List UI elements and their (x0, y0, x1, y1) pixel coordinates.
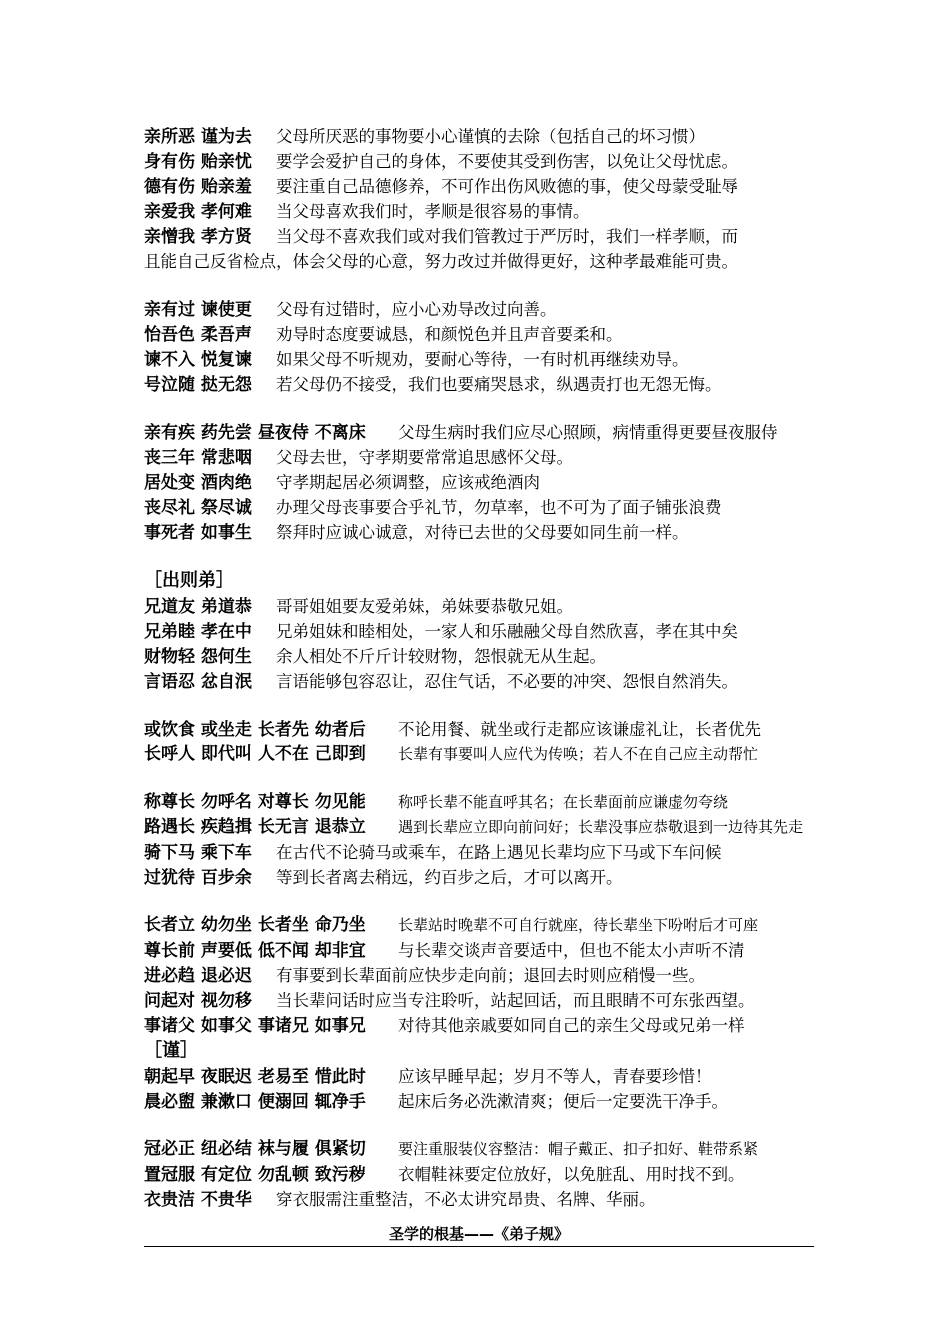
section-gap (144, 890, 814, 913)
explanation-text: 在古代不论骑马或乘车，在路上遇见长辈均应下马或下车问候 (276, 843, 722, 862)
verse-text: 兄道友 弟道恭 (144, 597, 252, 617)
verse-line (144, 372, 814, 397)
verse-text: 问起对 视勿移 (144, 991, 252, 1011)
page-footer: 圣学的根基——《弟子规》 (388, 1225, 569, 1243)
verse-text: 德有伤 贻亲羞 (144, 177, 252, 197)
explanation-text: 衣帽鞋袜要定位放好，以免脏乱、用时找不到。 (398, 1165, 745, 1184)
verse-line (144, 1187, 814, 1212)
verse-text: 号泣随 挞无怨 (144, 375, 252, 395)
explanation-text: 父母所厌恶的事物要小心谨慎的去除（包括自己的坏习惯） (276, 127, 705, 146)
verse-text: 路遇长 疾趋揖 长无言 退恭立 (144, 817, 366, 837)
explanation-text: 父母生病时我们应尽心照顾，病情重得更要昼夜服侍 (398, 423, 778, 442)
footer-rule (144, 1246, 814, 1247)
verse-line (144, 1013, 814, 1038)
section-gap (144, 1114, 814, 1137)
verse-text: 事诸父 如事父 事诸兄 如事兄 (144, 1016, 366, 1036)
explanation-text: 言语能够包容忍让，忍住气话，不必要的冲突、怨恨自然消失。 (276, 672, 738, 691)
explanation-text: 称呼长辈不能直呼其名；在长辈面前应谦虚勿夸绕 (398, 793, 729, 811)
verse-text: 进必趋 退必迟 (144, 966, 252, 986)
explanation-text: 当父母不喜欢我们或对我们管教过于严厉时，我们一样孝顺，而 (276, 227, 738, 246)
verse-line (144, 124, 814, 149)
verse-line (144, 470, 814, 495)
verse-text: 财物轻 怨何生 (144, 647, 252, 667)
verse-text: 亲所恶 谨为去 (144, 127, 252, 147)
verse-line (144, 1089, 814, 1114)
explanation-text: 哥哥姐姐要友爱弟妹，弟妹要恭敬兄姐。 (276, 597, 573, 616)
explanation-text: 遇到长辈应立即向前问好；长辈没事应恭敬退到一边待其先走 (398, 818, 804, 836)
verse-line (144, 1137, 814, 1162)
explanation-text: 劝导时态度要诚恳，和颜悦色并且声音要柔和。 (276, 325, 623, 344)
verse-line (144, 644, 814, 669)
section-heading: ［出则弟］ (144, 570, 234, 591)
verse-text: 置冠服 有定位 勿乱顿 致污秽 (144, 1165, 366, 1185)
explanation-text: 若父母仍不接受，我们也要痛哭恳求，纵遇责打也无怨无悔。 (276, 375, 722, 394)
verse-text: 朝起早 夜眠迟 老易至 惜此时 (144, 1067, 366, 1087)
verse-line (144, 495, 814, 520)
explanation-text: 应该早睡早起；岁月不等人，青春要珍惜！ (398, 1067, 712, 1086)
explanation-text: 与长辈交谈声音要适中，但也不能太小声听不清 (398, 941, 745, 960)
verse-line (144, 149, 814, 174)
explanation-text: 父母有过错时，应小心劝导改过向善。 (276, 300, 557, 319)
verse-text: 晨必盥 兼漱口 便溺回 辄净手 (144, 1092, 366, 1112)
explanation-text: 要学会爱护自己的身体，不要使其受到伤害，以免让父母忧虑。 (276, 152, 738, 171)
verse-line (144, 963, 814, 988)
verse-line (144, 913, 814, 938)
section-gap (144, 767, 814, 790)
verse-line (144, 249, 814, 274)
verse-line (144, 520, 814, 545)
verse-text: 尊长前 声要低 低不闻 却非宜 (144, 941, 366, 961)
verse-line (144, 988, 814, 1013)
verse-line (144, 347, 814, 372)
verse-text: 身有伤 贻亲忧 (144, 152, 252, 172)
verse-line (144, 445, 814, 470)
section-gap (144, 274, 814, 297)
verse-text: 亲爱我 孝何难 (144, 202, 252, 222)
verse-text: 长者立 幼勿坐 长者坐 命乃坐 (144, 915, 366, 935)
verse-text: 骑下马 乘下车 (144, 843, 252, 863)
explanation-text: 要注重服装仪容整洁：帽子戴正、扣子扣好、鞋带系紧 (398, 1140, 759, 1158)
verse-line (144, 742, 814, 767)
explanation-text: 要注重自己品德修养，不可作出伤风败德的事，使父母蒙受耻辱 (276, 177, 738, 196)
verse-text: 亲有疾 药先尝 昼夜侍 不离床 (144, 423, 366, 443)
verse-line (144, 815, 814, 840)
explanation-text: 祭拜时应诚心诚意，对待已去世的父母要如同生前一样。 (276, 523, 689, 542)
verse-line (144, 224, 814, 249)
verse-text: 兄弟睦 孝在中 (144, 622, 252, 642)
verse-line (144, 1162, 814, 1187)
verse-text: 长呼人 即代叫 人不在 己即到 (144, 744, 366, 764)
verse-line (144, 174, 814, 199)
verse-line (144, 619, 814, 644)
explanation-text: 对待其他亲戚要如同自己的亲生父母或兄弟一样 (398, 1016, 745, 1035)
verse-text: 丧三年 常悲咽 (144, 448, 252, 468)
explanation-text: 长辈有事要叫人应代为传唤；若人不在自己应主动帮忙 (398, 745, 759, 763)
verse-text: 谏不入 悦复谏 (144, 350, 252, 370)
verse-text: 言语忍 忿自泯 (144, 672, 252, 692)
explanation-text: 父母去世，守孝期要常常追思感怀父母。 (276, 448, 573, 467)
verse-line (144, 420, 814, 445)
verse-text: 丧尽礼 祭尽诚 (144, 498, 252, 518)
section-gap (144, 397, 814, 420)
verse-line (144, 594, 814, 619)
verse-line (144, 199, 814, 224)
verse-line (144, 322, 814, 347)
explanation-text: 不论用餐、就坐或行走都应该谦虚礼让，长者优先 (398, 720, 761, 739)
explanation-text: 穿衣服需注重整洁，不必太讲究昂贵、名牌、华丽。 (276, 1190, 656, 1209)
verse-text: 过犹待 百步余 (144, 868, 252, 888)
verse-text: 怡吾色 柔吾声 (144, 325, 252, 345)
verse-text: 居处变 酒肉绝 (144, 473, 252, 493)
verse-line (144, 840, 814, 865)
explanation-text: 长辈站时晚辈不可自行就座，待长辈坐下吩咐后才可座 (398, 916, 759, 934)
verse-line (144, 790, 814, 815)
verse-line (144, 865, 814, 890)
verse-line (144, 938, 814, 963)
explanation-text: 兄弟姐妹和睦相处，一家人和乐融融父母自然欣喜，孝在其中矣 (276, 622, 738, 641)
section-gap (144, 545, 814, 568)
explanation-text: 等到长者离去稍远，约百步之后，才可以离开。 (276, 868, 623, 887)
section-gap (144, 694, 814, 717)
verse-line (144, 297, 814, 322)
section-heading: ［谨］ (144, 1040, 198, 1061)
verse-line (144, 717, 814, 742)
explanation-text: 当父母喜欢我们时，孝顺是很容易的事情。 (276, 202, 590, 221)
verse-text: 或饮食 或坐走 长者先 幼者后 (144, 720, 366, 740)
explanation-text: 守孝期起居必须调整，应该戒绝酒肉 (276, 473, 540, 492)
verse-text: 亲憎我 孝方贤 (144, 227, 252, 247)
explanation-text: 当长辈问话时应当专注聆听，站起回话，而且眼睛不可东张西望。 (276, 991, 755, 1010)
explanation-text: 办理父母丧事要合乎礼节，勿草率，也不可为了面子铺张浪费 (276, 498, 722, 517)
verse-text: 冠必正 纽必结 袜与履 俱紧切 (144, 1139, 366, 1159)
verse-line (144, 1064, 814, 1089)
explanation-text: 起床后务必洗漱清爽；便后一定要洗干净手。 (398, 1092, 728, 1111)
verse-text: 事死者 如事生 (144, 523, 252, 543)
verse-text: 衣贵洁 不贵华 (144, 1190, 252, 1210)
verse-line (144, 669, 814, 694)
verse-text: 亲有过 谏使更 (144, 300, 252, 320)
explanation-text: 有事要到长辈面前应快步走向前；退回去时则应稍慢一些。 (276, 966, 705, 985)
explanation-text: 如果父母不听规劝，要耐心等待，一有时机再继续劝导。 (276, 350, 689, 369)
verse-text: 称尊长 勿呼名 对尊长 勿见能 (144, 792, 366, 812)
explanation-text: 余人相处不斤斤计较财物，怨恨就无从生起。 (276, 647, 606, 666)
document-body (144, 124, 814, 1212)
explanation-text: 且能自己反省检点，体会父母的心意，努力改过并做得更好，这种孝最难能可贵。 (144, 252, 738, 271)
